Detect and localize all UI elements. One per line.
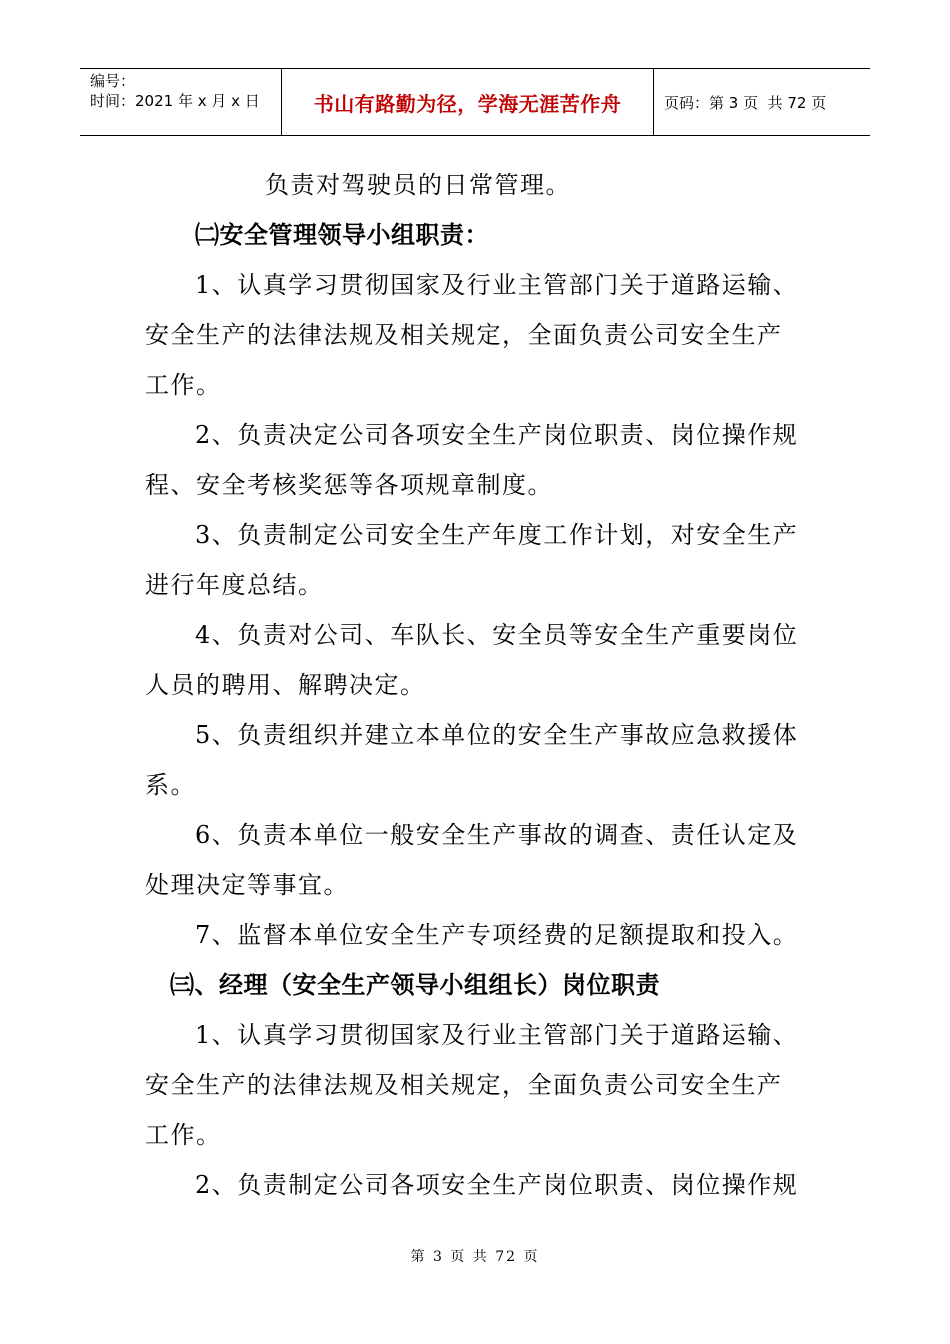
header-motto-cell	[282, 69, 654, 135]
paragraph-line: 2、负责制定公司各项安全生产岗位职责、岗位操作规	[195, 1171, 799, 1199]
paragraph-line: 2、负责决定公司各项安全生产岗位职责、岗位操作规	[195, 421, 799, 449]
paragraph-line: 负责对驾驶员的日常管理。	[265, 171, 571, 199]
paragraph-line: 进行年度总结。	[145, 571, 324, 599]
paragraph-line: 4、负责对公司、车队长、安全员等安全生产重要岗位	[195, 621, 799, 649]
page-footer: 第 3 页 共 72 页	[410, 1249, 540, 1265]
paragraph-line: 安全生产的法律法规及相关规定，全面负责公司安全生产	[145, 1071, 783, 1099]
paragraph-line: 系。	[145, 771, 196, 799]
paragraph-line: 1、认真学习贯彻国家及行业主管部门关于道路运输、	[195, 271, 799, 299]
paragraph-line: 1、认真学习贯彻国家及行业主管部门关于道路运输、	[195, 1021, 799, 1049]
header-page-number: 页码：第 3 页 共 72 页	[664, 93, 827, 112]
serial-number-label: 编号：	[90, 72, 136, 90]
section-heading: ㈡安全管理领导小组职责：	[195, 221, 489, 249]
date-label: 时间：2021 年 x 月 x 日	[90, 92, 260, 110]
paragraph-line: 程、安全考核奖惩等各项规章制度。	[145, 471, 553, 499]
section-heading: ㈢、经理（安全生产领导小组组长）岗位职责	[170, 971, 660, 999]
motto-text: 书山有路勤为径，学海无涯苦作舟	[313, 91, 622, 116]
paragraph-line: 安全生产的法律法规及相关规定，全面负责公司安全生产	[145, 321, 783, 349]
paragraph-line: 7、监督本单位安全生产专项经费的足额提取和投入。	[195, 921, 799, 949]
paragraph-line: 处理决定等事宜。	[145, 871, 349, 899]
page-header	[80, 68, 870, 136]
paragraph-line: 6、负责本单位一般安全生产事故的调查、责任认定及	[195, 821, 799, 849]
paragraph-line: 5、负责组织并建立本单位的安全生产事故应急救援体	[195, 721, 799, 749]
header-meta-cell	[80, 69, 282, 135]
paragraph-line: 3、负责制定公司安全生产年度工作计划，对安全生产	[195, 521, 799, 549]
paragraph-line: 人员的聘用、解聘决定。	[145, 671, 426, 699]
header-page-cell	[654, 69, 870, 135]
paragraph-line: 工作。	[145, 1121, 222, 1149]
paragraph-line: 工作。	[145, 371, 222, 399]
